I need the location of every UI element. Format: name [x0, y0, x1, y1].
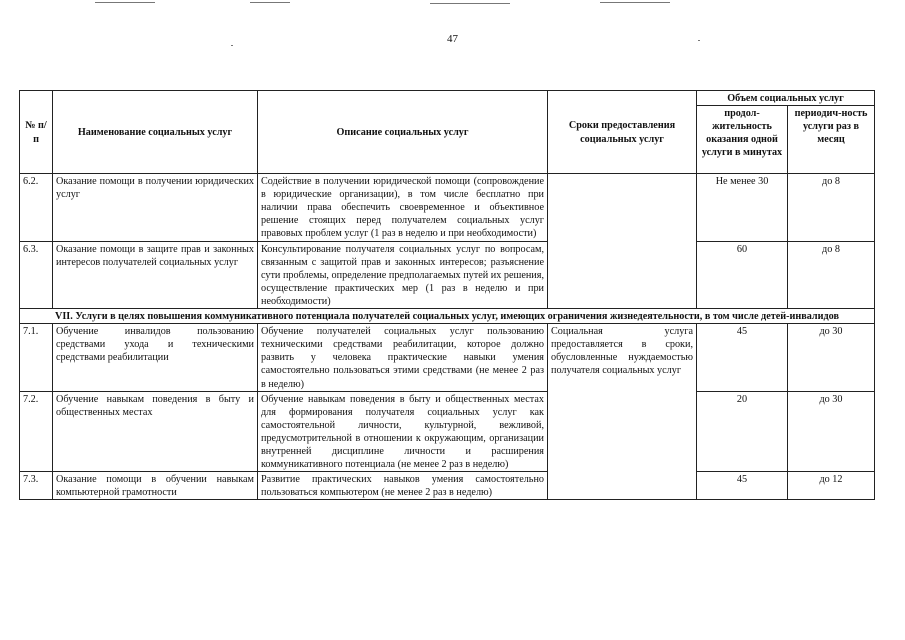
header-row	[20, 91, 875, 106]
table-row	[20, 391, 875, 472]
row-number: 7.3.	[20, 472, 53, 500]
row-number: 6.3.	[20, 241, 53, 308]
service-frequency: до 30	[788, 391, 875, 472]
row-number: 7.2.	[20, 391, 53, 472]
service-frequency: до 8	[788, 241, 875, 308]
service-duration: 45	[697, 324, 788, 391]
service-description: Обучение получателей социальных услуг пользованию техническими средствами реабилитации, которое должно развить у человека практические навыки умения самостоятельно пользоваться этими средствами (не менее 2 раз в неделю)	[258, 324, 548, 391]
service-name: Оказание помощи в защите прав и законных интересов получателей социальных услуг	[53, 241, 258, 308]
table-row	[20, 324, 875, 391]
page-number: 47	[447, 33, 458, 45]
section-row	[20, 309, 875, 324]
service-duration: Не менее 30	[697, 174, 788, 241]
col-header-volume-group: Объем социальных услуг	[697, 91, 875, 106]
service-frequency: до 30	[788, 324, 875, 391]
service-description: Консультирование получателя социальных услуг по вопросам, связанным с защитой прав и законных интересов; разъяснение сути проблемы, определение предполагаемых путей их решения, осуществление практических мер (1 раз в неделю и при необходимости)	[258, 241, 548, 308]
service-frequency: до 8	[788, 174, 875, 241]
terms-cell-empty	[548, 174, 697, 309]
service-frequency: до 12	[788, 472, 875, 500]
service-terms: Социальная услуга предоставляется в сроки, обусловленные нуждаемостью получателя социальных услуг	[548, 324, 697, 500]
service-description: Обучение навыкам поведения в быту и общественных местах для формирования получателя социальных услуг как самостоятельной личности, культурной, вежливой, предусмотрительной в отношении к окружающим, организации внутренней дисциплине личности и расширения коммуникативного потенциала (не менее 2 раз в неделю)	[258, 391, 548, 472]
service-name: Обучение навыкам поведения в быту и общественных местах	[53, 391, 258, 472]
service-duration: 20	[697, 391, 788, 472]
service-duration: 60	[697, 241, 788, 308]
service-description: Содействие в получении юридической помощи (сопровождение в юридические организации), в том числе бесплатно при наличии права обеспечить своевременное и объективное решение стоящих перед получателем социальных услуг правовых проблем услуг (1 раз в неделю и при необходимости)	[258, 174, 548, 241]
service-name: Обучение инвалидов пользованию средствами ухода и техническими средствами реабилитации	[53, 324, 258, 391]
row-number: 7.1.	[20, 324, 53, 391]
col-header-duration: продол-жительность оказания одной услуги в минутах	[697, 106, 788, 174]
service-description: Развитие практических навыков умения самостоятельно пользоваться компьютером (не менее 2 раз в неделю)	[258, 472, 548, 500]
section-title: VII. Услуги в целях повышения коммуникативного потенциала получателей социальных услуг, имеющих ограничения жизнедеятельности, в том числе детей-инвалидов	[20, 309, 875, 324]
service-name: Оказание помощи в обучении навыкам компьютерной грамотности	[53, 472, 258, 500]
service-duration: 45	[697, 472, 788, 500]
table-row	[20, 241, 875, 308]
table-row	[20, 472, 875, 500]
col-header-description: Описание социальных услуг	[258, 91, 548, 174]
services-table	[19, 90, 875, 500]
col-header-num: № п/п	[20, 91, 53, 174]
col-header-frequency: периодич-ность услуги раз в месяц	[788, 106, 875, 174]
table-row	[20, 174, 875, 241]
col-header-terms: Сроки предоставления социальных услуг	[548, 91, 697, 174]
col-header-name: Наименование социальных услуг	[53, 91, 258, 174]
row-number: 6.2.	[20, 174, 53, 241]
service-name: Оказание помощи в получении юридических услуг	[53, 174, 258, 241]
